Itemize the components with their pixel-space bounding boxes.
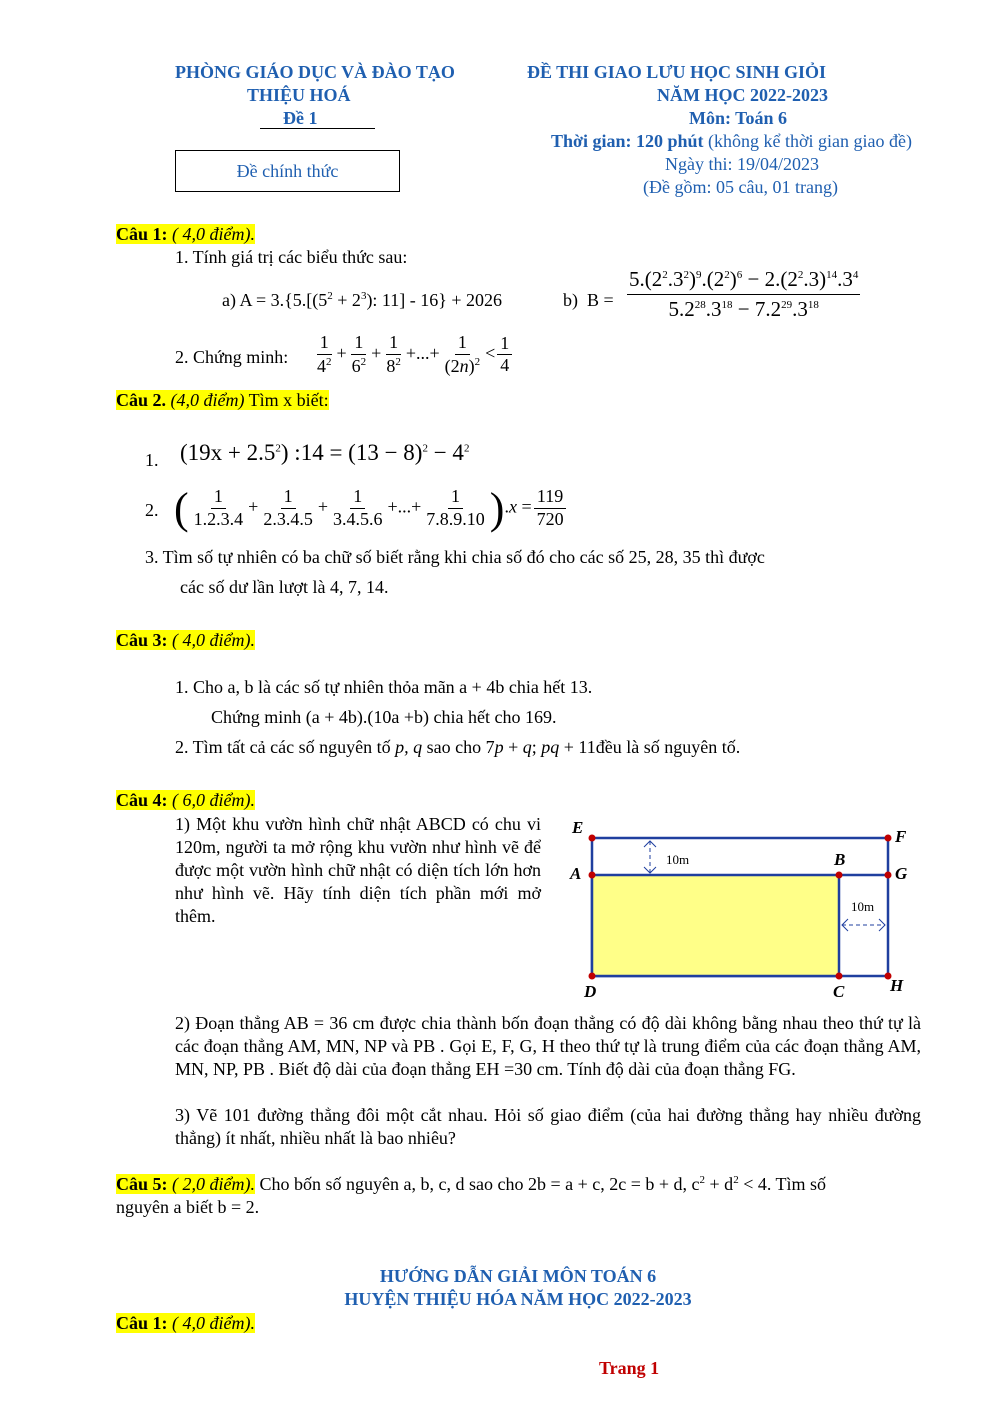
q1-expression-b-fraction: $\frac{5.(2^2.3^2)^9.(2^2)^6 - 2.(2^2.3)^{14}.3^4}{5.2^{28}.3^{18} - 7.2^{29}.3^{18}}$	[629, 267, 859, 322]
label-d: D	[584, 982, 597, 1001]
q2-equation1: $(19x + 2.5^2)$ :14 = $(13 - 8)^2 - 4^2$	[180, 440, 470, 465]
q3-label: Câu 3:	[116, 630, 168, 650]
q2-item3-line1: 3. Tìm số tự nhiên có ba chữ số biết rằng khi chia số đó cho các số 25, 28, 35 thì được	[145, 547, 765, 567]
q4-part1: 1) Một khu vườn hình chữ nhật ABCD có chu vi 120m, người ta mở rộng khu vườn như hình vẽ để được một vườn hình chữ nhật có diện tích lớn hơn như hình vẽ. Hãy tính diện tích phần mới mở thêm.	[175, 814, 541, 926]
garden-figure	[560, 815, 920, 1005]
q3-item2: 2. Tìm tất cả các số nguyên tố p, q sao cho 7p + q; pq + 11đều là số nguyên tố.	[175, 737, 741, 757]
q1-label: Câu 1:	[116, 224, 168, 244]
q1-item1: 1. Tính giá trị các biểu thức sau:	[175, 247, 408, 267]
q2-equation2: ( $\frac{1}{1.2.3.4}$ + $\frac{1}{2.3.4.5}$ + $\frac{1}{3.4.5.6}$ +...+ $\frac{1}{7.8.9.10}$ ).x = $\frac{119}{720}$	[174, 483, 569, 534]
exam-code: Đề 1	[283, 108, 318, 128]
exam-time	[551, 131, 912, 152]
q3-points: ( 4,0 điểm).	[167, 630, 255, 650]
department-name: PHÒNG GIÁO DỤC VÀ ĐÀO TẠO	[175, 62, 455, 82]
time-value: Thời gian: 120 phút	[551, 131, 704, 151]
q3-item1-line2: Chứng minh (a + 4b).(10a +b) chia hết cho 169.	[211, 707, 557, 727]
page-count: (Đề gồm: 05 câu, 01 trang)	[643, 177, 838, 197]
exam-date: Ngày thi: 19/04/2023	[665, 154, 819, 174]
dim-top-label: 10m	[666, 852, 690, 867]
label-g: G	[895, 864, 908, 883]
official-box	[175, 150, 400, 192]
exam-title: ĐỀ THI GIAO LƯU HỌC SINH GIỎI	[527, 62, 827, 82]
q4-part3: 3) Vẽ 101 đường thẳng đôi một cắt nhau. Hỏi số giao điểm (của hai đường thẳng hay nhiều đường thẳng) ít nhất, nhiều nhất là bao nhiêu?	[175, 1105, 921, 1148]
official-label: Đề chính thức	[236, 161, 339, 181]
label-h: H	[890, 976, 904, 995]
solution-title-2: HUYỆN THIỆU HÓA NĂM HỌC 2022-2023	[344, 1289, 692, 1309]
point-e	[589, 835, 596, 842]
q5-line1: Câu 5: ( 2,0 điểm). Cho bốn số nguyên a, b, c, d sao cho 2b = a + c, 2c = b + d, $c^2 + d^2 < 4$. Tìm số	[116, 1174, 827, 1194]
point-a	[589, 872, 596, 879]
q1-heading	[116, 224, 255, 245]
q4-heading	[116, 790, 255, 811]
q3-heading	[116, 630, 255, 651]
q1-points: ( 4,0 điểm).	[167, 224, 255, 244]
q5-line2: nguyên a biết b = 2.	[116, 1197, 260, 1217]
q2-item3-line2: các số dư lần lượt là 4, 7, 14.	[180, 577, 389, 597]
dim-right-label: 10m	[851, 899, 875, 914]
label-a: A	[570, 864, 582, 883]
q2-label: Câu 2.	[116, 390, 167, 410]
time-note: (không kể thời gian giao đề)	[703, 131, 912, 151]
school-year: NĂM HỌC 2022-2023	[657, 85, 828, 105]
point-b	[836, 872, 843, 879]
point-c	[836, 973, 843, 980]
q2-heading	[116, 390, 329, 411]
solution-q1-heading: Câu 1: ( 4,0 điểm).	[116, 1313, 255, 1333]
exam-code-underline	[260, 128, 375, 129]
inner-rectangle-abcd	[592, 875, 839, 976]
label-c: C	[833, 982, 845, 1001]
point-g	[885, 872, 892, 879]
solution-title-1: HƯỚNG DẪN GIẢI MÔN TOÁN 6	[379, 1266, 657, 1286]
district-name: THIỆU HOÁ	[247, 85, 351, 105]
subject: Môn: Toán 6	[689, 108, 788, 128]
q1-expression-a: a) $A = 3.\{5.[(5^2 + 2^3)$: 11] - 16} + 2026	[222, 290, 503, 310]
q3-item1-line1: 1. Cho a, b là các số tự nhiên thỏa mãn a + 4b chia hết 13.	[175, 677, 593, 697]
q5-points: ( 2,0 điểm).	[167, 1174, 255, 1194]
q2-tail: Tìm x biết:	[244, 390, 329, 410]
label-b: B	[834, 850, 846, 869]
q2-n1: 1.	[145, 450, 159, 470]
point-d	[589, 973, 596, 980]
page-number: Trang 1	[599, 1358, 660, 1378]
q1-inequality: $\frac{1}{4^2}$ + $\frac{1}{6^2}$ + $\frac{1}{8^2}$ +...+ $\frac{1}{(2n)^2}$ < $\frac{1}{4}$	[312, 333, 514, 377]
q4-label: Câu 4:	[116, 790, 168, 810]
q4-points: ( 6,0 điểm).	[167, 790, 255, 810]
q1-expression-b-lead: b) B =	[563, 290, 614, 310]
label-e: E	[572, 818, 584, 837]
q4-part2: 2) Đoạn thẳng AB = 36 cm được chia thành bốn đoạn thẳng có độ dài không bằng nhau theo thứ tự là các đoạn thẳng AM, MN, NP và PB . Gọi E, F, G, H theo thứ tự là trung điểm của các đoạn thẳng AM, MN, NP, PB . Biết độ dài của đoạn thẳng EH =30 cm. Tính độ dài của đoạn thẳng FG.	[175, 1013, 921, 1079]
point-f	[885, 835, 892, 842]
label-f: F	[895, 827, 907, 846]
q1-item2-lead: 2. Chứng minh:	[175, 347, 289, 367]
q2-points: (4,0 điểm)	[166, 390, 245, 410]
q5-label: Câu 5:	[116, 1174, 168, 1194]
q2-n2: 2.	[145, 500, 159, 520]
